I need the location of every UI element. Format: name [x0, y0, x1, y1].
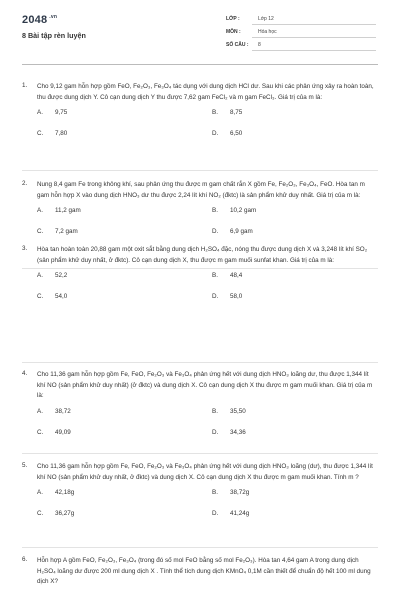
option-b[interactable] [212, 489, 249, 496]
question-3 [22, 245, 378, 318]
option-label: A. [37, 272, 43, 279]
option-value: 38,72g [230, 489, 250, 496]
option-label: D. [212, 228, 219, 235]
option-value: 41,24g [230, 510, 250, 517]
option-b[interactable] [212, 109, 242, 116]
question-text: Cho 9,12 gam hỗn hợp gồm FeO, Fe₂O₃, Fe₃O₄ tác dụng với dung dịch HCl dư. Sau khi các phản ứng xảy ra hoàn toàn, thu được dung dịch Y. Cô cạn dung dịch Y thu được 7,62 gam FeCl₂ và m gam FeCl₃. Giá trị của m là: [37, 83, 374, 101]
option-d[interactable] [212, 130, 242, 137]
logo-sub: .vn [49, 14, 58, 21]
question-text: Nung 8,4 gam Fe trong không khí, sau phản ứng thu được m gam chất rắn X gồm Fe, Fe₂O₃, Fe₃O₄, FeO. Hòa tan m gam hỗn hợp X vào dung dịch HNO₃ dư thu được 2,24 lít khí NO₂ (đktc) là sản phẩm khử duy nhất. Giá trị của m là: [37, 181, 365, 199]
answer-options [37, 272, 378, 318]
option-b[interactable] [212, 408, 246, 415]
option-c[interactable] [37, 228, 78, 235]
option-value: 6,9 gam [230, 228, 253, 235]
question-number: 1. [22, 82, 28, 89]
meta-value: Hóa học [258, 29, 277, 35]
question-number: 4. [22, 370, 28, 377]
option-a[interactable] [37, 489, 74, 496]
question-text: Hỗn hợp A gồm FeO, Fe₂O₃, Fe₃O₄ (trong đó số mol FeO bằng số mol Fe₂O₃). Hòa tan 4,64 gam A trong dung dịch H₂SO₄ loãng dư được 200 ml dung dịch X . Tính thể tích dung dịch KMnO₄ 0,1M cần thiết để chuẩn độ hết 100 ml dung dịch X? [37, 557, 371, 585]
option-label: C. [37, 228, 44, 235]
option-b[interactable] [212, 272, 242, 279]
option-label: B. [212, 109, 218, 116]
question-1 [22, 82, 378, 155]
option-value: 11,2 gam [55, 207, 81, 214]
option-label: A. [37, 407, 43, 415]
option-d[interactable] [212, 510, 249, 517]
option-label: C. [37, 510, 44, 517]
question-divider [22, 547, 378, 548]
question-text: Cho 11,36 gam hỗn hợp gồm Fe, FeO, Fe₂O₃ và Fe₃O₄ phản ứng hết với dung dịch HNO₃ loãng (dư), thu được 1,344 lít khí NO (sản phẩm khử duy nhất, ở đktc) và dung dịch X. Cô cạn dung dịch X thu được m gam muối khan. Tính m ? [37, 463, 373, 481]
option-label: B. [212, 207, 218, 214]
document-title: 8 Bài tập rèn luyện [22, 31, 86, 40]
option-value: 9,75 [55, 109, 68, 116]
meta-row-count [226, 40, 376, 53]
question-5 [22, 462, 378, 535]
logo-main: 2048 [22, 14, 48, 26]
option-a[interactable] [37, 408, 71, 415]
option-label: D. [212, 293, 219, 300]
question-6 [22, 556, 378, 588]
option-label: A. [37, 109, 43, 116]
meta-underline [252, 50, 376, 51]
option-a[interactable] [37, 109, 67, 116]
option-value: 49,09 [55, 428, 71, 436]
question-divider [22, 453, 378, 454]
option-label: C. [37, 428, 44, 436]
option-value: 54,0 [55, 293, 68, 300]
site-logo[interactable] [22, 14, 57, 26]
question-2 [22, 180, 378, 253]
meta-key: SỐ CÂU : [226, 42, 249, 48]
option-label: C. [37, 130, 44, 137]
question-number: 6. [22, 556, 28, 563]
option-label: A. [37, 207, 43, 214]
meta-value: Lớp 12 [258, 16, 274, 22]
option-c[interactable] [37, 293, 67, 300]
option-d[interactable] [212, 293, 242, 300]
option-c[interactable] [37, 429, 71, 436]
option-value: 35,50 [230, 407, 246, 415]
answer-options [37, 408, 378, 454]
option-label: D. [212, 130, 219, 137]
option-value: 7,80 [55, 130, 68, 137]
option-value: 38,72 [55, 407, 71, 415]
option-a[interactable] [37, 207, 81, 214]
question-divider [22, 170, 378, 171]
option-label: B. [212, 272, 218, 279]
header-divider [22, 64, 378, 65]
option-label: D. [212, 428, 219, 436]
option-label: B. [212, 489, 218, 496]
option-value: 58,0 [230, 293, 243, 300]
meta-key: MÔN : [226, 29, 241, 35]
meta-underline [252, 24, 376, 25]
question-number: 3. [22, 245, 28, 252]
option-c[interactable] [37, 130, 67, 137]
option-d[interactable] [212, 228, 253, 235]
answer-options [37, 109, 378, 155]
meta-row-class [226, 14, 376, 27]
question-divider [22, 362, 378, 363]
option-b[interactable] [212, 207, 256, 214]
question-4 [22, 370, 378, 454]
answer-options [37, 489, 378, 535]
option-label: A. [37, 489, 43, 496]
option-value: 52,2 [55, 272, 68, 279]
meta-block [226, 14, 376, 53]
option-value: 42,18g [55, 489, 75, 496]
option-label: D. [212, 510, 219, 517]
option-value: 7,2 gam [55, 228, 78, 235]
document-header [0, 0, 400, 70]
option-value: 34,36 [230, 428, 246, 436]
option-label: C. [37, 293, 44, 300]
option-c[interactable] [37, 510, 74, 517]
option-value: 10,2 gam [230, 207, 257, 214]
question-number: 2. [22, 180, 28, 187]
option-value: 8,75 [230, 109, 243, 116]
meta-key: LỚP : [226, 16, 240, 22]
option-value: 48,4 [230, 272, 243, 279]
meta-row-subject [226, 27, 376, 40]
option-value: 36,27g [55, 510, 75, 517]
question-text: Hòa tan hoàn toàn 20,88 gam một oxit sắt bằng dung dịch H₂SO₄ đặc, nóng thu được dung dịch X và 3,248 lít khí SO₂ (sản phẩm khử duy nhất, ở đktc). Cô cạn dung dịch X, thu được m gam muối sunfat khan. Giá trị của m là: [37, 246, 368, 264]
meta-underline [252, 37, 376, 38]
option-label: B. [212, 407, 218, 415]
question-number: 5. [22, 462, 28, 469]
option-a[interactable] [37, 272, 67, 279]
meta-value: 8 [258, 42, 261, 48]
option-value: 6,50 [230, 130, 243, 137]
option-d[interactable] [212, 429, 246, 436]
question-text: Cho 11,36 gam hỗn hợp gồm Fe, FeO, Fe₂O₃ và Fe₃O₄ phản ứng hết với dung dịch HNO₃ loãng dư, thu được 1,344 lít khí NO (sản phẩm khử duy nhất) (ở đktc) và dung dịch X. Cô cạn dung dịch X thu được m gam muối khan. Giá trị của m là: [37, 371, 373, 399]
